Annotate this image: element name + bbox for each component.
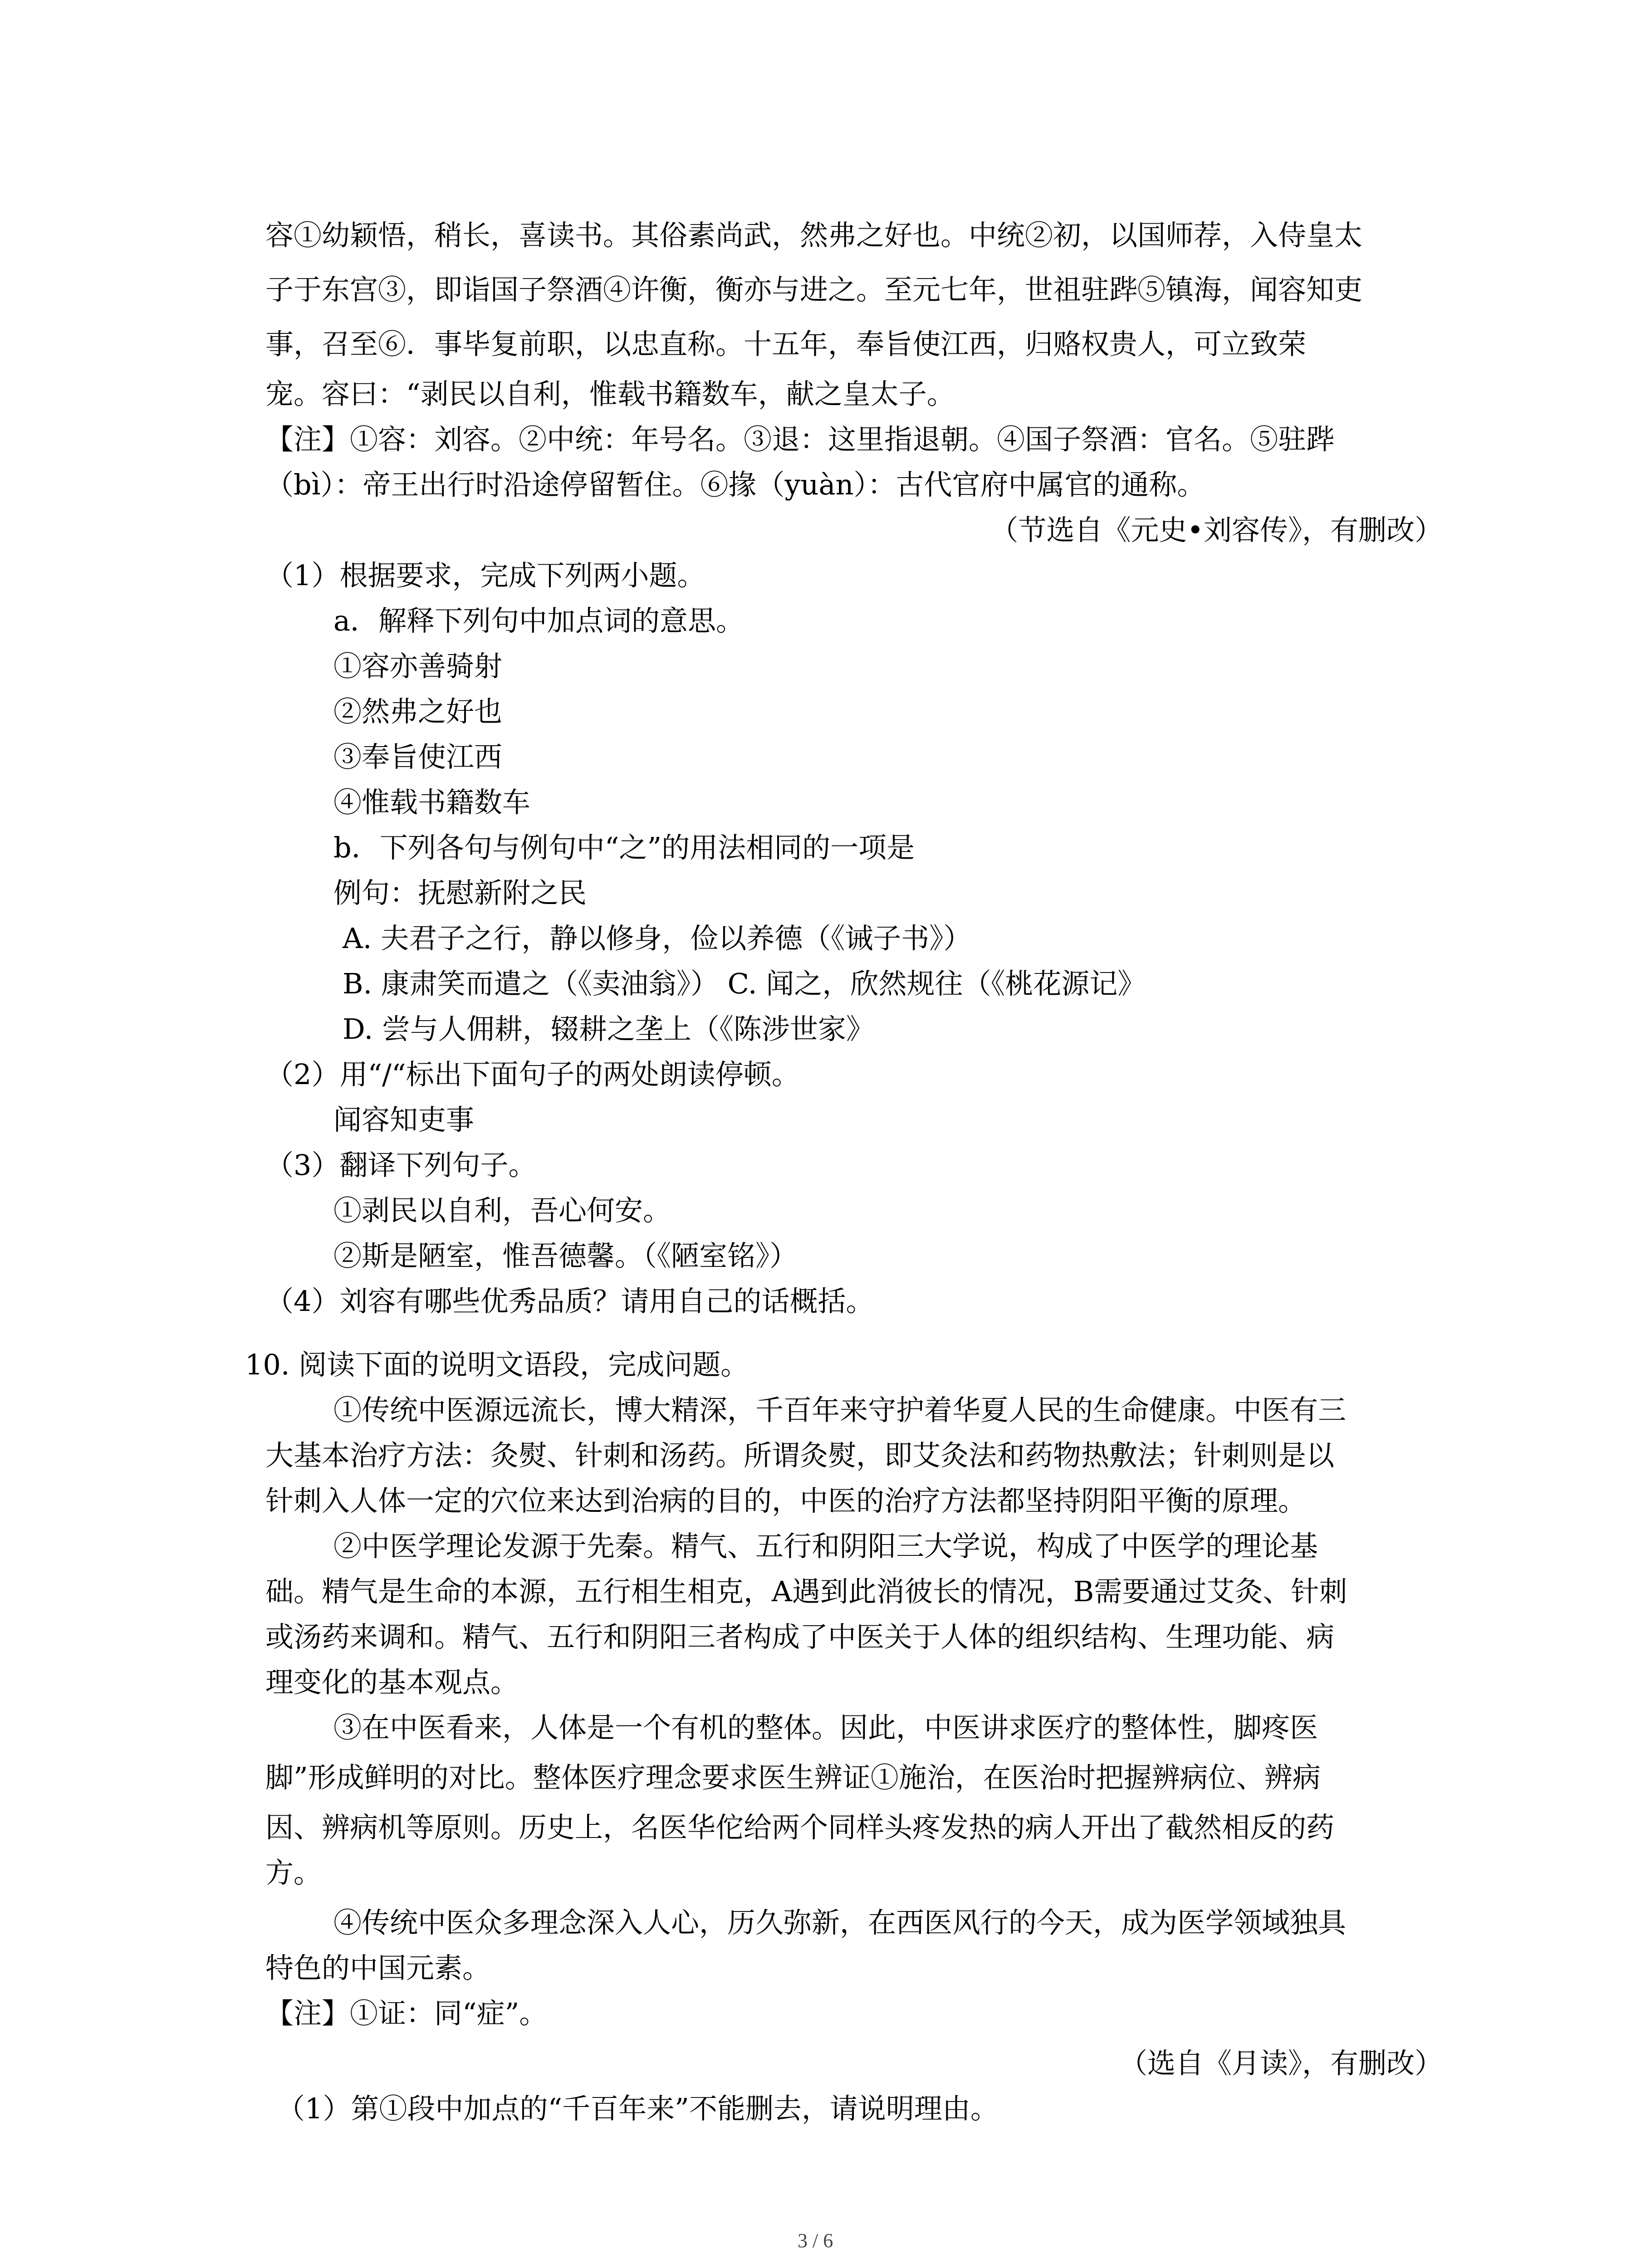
- paragraph-line: ①传统中医源远流长，博大精深，千百年来守护着华夏人民的生命健康。中医有三: [333, 1393, 1347, 1427]
- note-line: 【注】①容：刘容。②中统：年号名。③退：这里指退朝。④国子祭酒：官名。⑤驻跸: [265, 423, 1335, 456]
- example-sentence: 例句：抚慰新附之民: [333, 876, 587, 909]
- note-line: 【注】①证：同“症”。: [265, 1997, 548, 2030]
- paragraph-line: 理变化的基本观点。: [265, 1666, 519, 1699]
- source-attribution: （选自《月读》，有删改）: [1119, 2047, 1443, 2080]
- paragraph-line: 因、辨病机等原则。历史上，名医华佗给两个同样头疼发热的病人开出了截然相反的药: [265, 1811, 1335, 1844]
- question-10-heading: 10. 阅读下面的说明文语段，完成问题。: [245, 1348, 749, 1381]
- choice-option: D. 尝与人佣耕，辍耕之垄上（《陈涉世家》: [343, 1012, 874, 1046]
- paragraph-line: 脚”形成鲜明的对比。整体医疗理念要求医生辨证①施治，在医治时把握辨病位、辨病: [265, 1761, 1321, 1794]
- question-line: b．下列各句与例句中“之”的用法相同的一项是: [333, 831, 915, 864]
- paragraph-line: 方。: [265, 1856, 322, 1889]
- question-heading: （1）根据要求，完成下列两小题。: [265, 559, 705, 592]
- paragraph-line: ④传统中医众多理念深入人心，历久弥新，在西医风行的今天，成为医学领域独具: [333, 1906, 1347, 1939]
- note-line: （bì）：帝王出行时沿途停留暂住。⑥掾（yuàn）：古代官府中属官的通称。: [265, 468, 1205, 501]
- question-heading: （3）翻译下列句子。: [265, 1149, 537, 1182]
- passage-line: 宠。容曰：“剥民以自利，惟载书籍数车，献之皇太子。: [265, 377, 955, 411]
- choice-option: A. 夫君子之行，静以修身，俭以养德（《诫子书》）: [343, 922, 972, 955]
- passage-line: 容①幼颖悟，稍长，喜读书。其俗素尚武，然弗之好也。中统②初，以国师荐，入侍皇太: [265, 219, 1363, 252]
- passage-line: 子于东宫③，即诣国子祭酒④许衡，衡亦与进之。至元七年，世祖驻跸⑤镇海，闻容知吏: [265, 273, 1363, 306]
- question-item: ①剥民以自利，吾心何安。: [333, 1194, 671, 1227]
- paragraph-line: ③在中医看来，人体是一个有机的整体。因此，中医讲求医疗的整体性，脚疼医: [333, 1711, 1318, 1744]
- paragraph-line: 或汤药来调和。精气、五行和阴阳三者构成了中医关于人体的组织结构、生理功能、病: [265, 1620, 1335, 1653]
- question-line: a．解释下列句中加点词的意思。: [333, 604, 744, 637]
- question-heading: （1）第①段中加点的“千百年来”不能删去，请说明理由。: [277, 2092, 999, 2125]
- question-item: 闻容知吏事: [333, 1103, 475, 1136]
- question-item: ②然弗之好也: [333, 695, 503, 728]
- passage-line: 事，召至⑥．事毕复前职，以忠直称。十五年，奉旨使江西，归赂权贵人，可立致荣: [265, 327, 1307, 361]
- paragraph-line: ②中医学理论发源于先秦。精气、五行和阴阳三大学说，构成了中医学的理论基: [333, 1530, 1318, 1563]
- question-heading: （2）用“/“标出下面句子的两处朗读停顿。: [265, 1058, 800, 1091]
- source-attribution: （节选自《元史•刘容传》，有删改）: [990, 513, 1443, 547]
- question-item: ③奉旨使江西: [333, 740, 503, 773]
- question-item: ④惟载书籍数车: [333, 786, 531, 819]
- paragraph-line: 特色的中国元素。: [265, 1951, 491, 1984]
- paragraph-line: 大基本治疗方法：灸熨、针刺和汤药。所谓灸熨，即艾灸法和药物热敷法；针刺则是以: [265, 1439, 1335, 1472]
- question-item: ②斯是陋室，惟吾德馨。（《陋室铭》）: [333, 1239, 798, 1272]
- question-heading: （4）刘容有哪些优秀品质？请用自己的话概括。: [265, 1285, 874, 1318]
- paragraph-line: 础。精气是生命的本源，五行相生相克，A遇到此消彼长的情况，B需要通过艾灸、针刺: [265, 1575, 1347, 1608]
- choice-option: B. 康肃笑而遣之（《卖油翁》） C. 闻之，欣然规往（《桃花源记》: [343, 967, 1146, 1000]
- question-item: ①容亦善骑射: [333, 650, 503, 683]
- page-number: 3 / 6: [798, 2229, 833, 2252]
- paragraph-line: 针刺入人体一定的穴位来达到治病的目的，中医的治疗方法都坚持阴阳平衡的原理。: [265, 1484, 1307, 1517]
